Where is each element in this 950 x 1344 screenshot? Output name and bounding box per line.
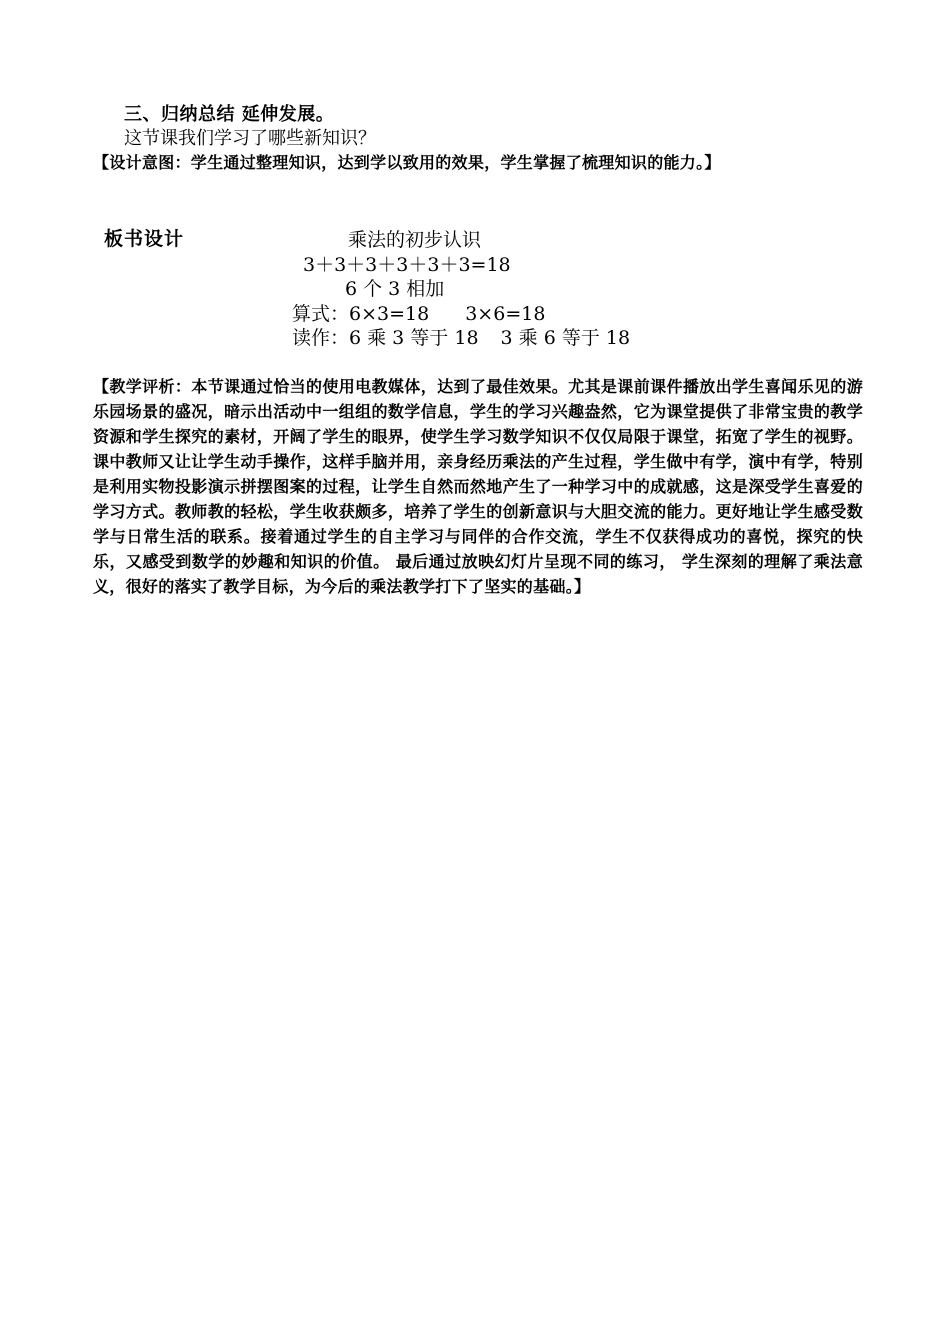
reading-label: 读作： [292,327,350,349]
design-intent-note: 【设计意图：学生通过整理知识，达到学以致用的效果，学生掌握了梳理知识的能力。】 [93,153,721,172]
reading-2: 3 乘 6 等于 18 [500,327,631,349]
formula-2: 3×6=18 [465,303,546,325]
formula-1: 6×3=18 [349,303,430,325]
review-question: 这节课我们学习了哪些新知识？ [124,128,376,149]
board-reading [292,323,630,350]
formula-label: 算式： [292,303,350,325]
section-heading: 三、归纳总结 延伸发展。 [124,104,335,125]
board-design-label: 板书设计 [104,228,185,250]
board-formula [292,299,545,326]
board-addition-note: 6 个 3 相加 [345,278,445,300]
teaching-review-note: 【教学评析：本节课通过恰当的使用电教媒体，达到了最佳效果。尤其是课前课件播放出学生喜闻乐见的游乐园场景的盛况，暗示出活动中一组组的数学信息，学生的学习兴趣盎然，它为课堂提供了非常宝贵的教学资源和学生探究的素材，开阔了学生的眼界，使学生学习数学知识不仅仅局限于课堂，拓宽了学生的视野。课中教师又让让学生动手操作，这样手脑并用，亲身经历乘法的产生过程，学生做中有学，演中有学，特别是利用实物投影演示拼摆图案的过程，让学生自然而然地产生了一种学习中的成就感，这是深受学生喜爱的学习方式。教师教的轻松，学生收获颇多，培养了学生的创新意识与大胆交流的能力。更好地让学生感受数学与日常生活的联系。接着通过学生的自主学习与同伴的合作交流，学生不仅获得成功的喜悦，探究的快乐，又感受到数学的妙趣和知识的价值。 最后通过放映幻灯片呈现不同的练习， 学生深刻的理解了乘法意义，很好的落实了教学目标，为今后的乘法教学打下了坚实的基础。】 [93,377,863,596]
board-equation: 3＋3＋3＋3＋3＋3=18 [303,254,511,276]
board-title: 乘法的初步认识 [348,229,482,251]
reading-1: 6 乘 3 等于 18 [349,327,479,349]
